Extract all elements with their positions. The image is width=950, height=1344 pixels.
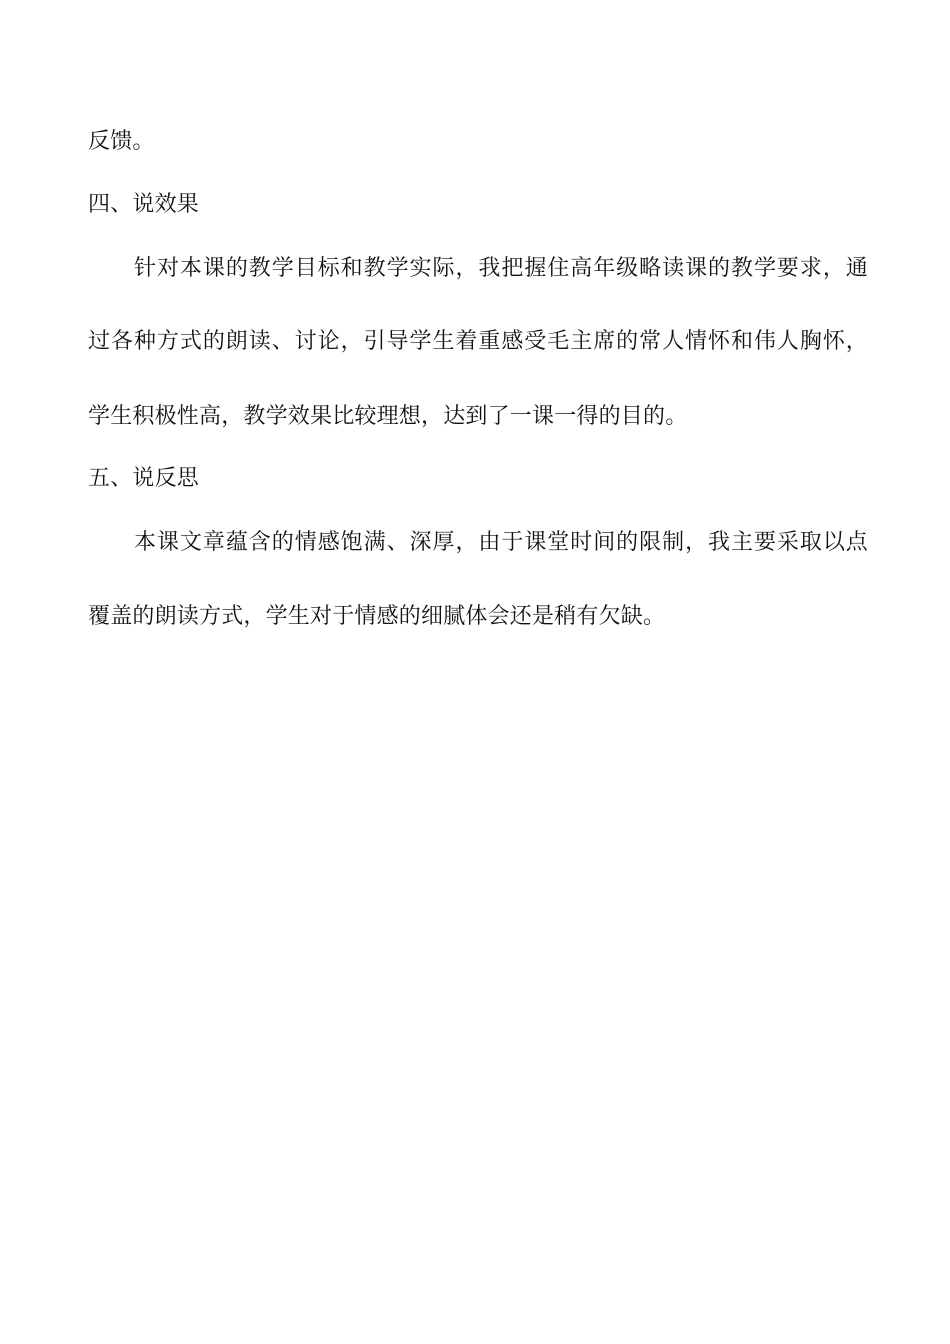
continuation-text: 反馈。	[88, 129, 155, 154]
paragraph-line: 本课文章蕴含的情感饱满、深厚，由于课堂时间的限制，我主要采取以点	[134, 530, 868, 555]
section-heading-effect: 四、说效果	[88, 192, 200, 217]
section-heading-reflection: 五、说反思	[88, 466, 200, 491]
paragraph-line: 覆盖的朗读方式，学生对于情感的细腻体会还是稍有欠缺。	[88, 604, 666, 629]
paragraph-line: 学生积极性高，教学效果比较理想，达到了一课一得的目的。	[88, 404, 688, 429]
paragraph-line: 针对本课的教学目标和教学实际，我把握住高年级略读课的教学要求，通	[134, 256, 868, 281]
paragraph-line: 过各种方式的朗读、讨论，引导学生着重感受毛主席的常人情怀和伟人胸怀，	[88, 329, 868, 354]
